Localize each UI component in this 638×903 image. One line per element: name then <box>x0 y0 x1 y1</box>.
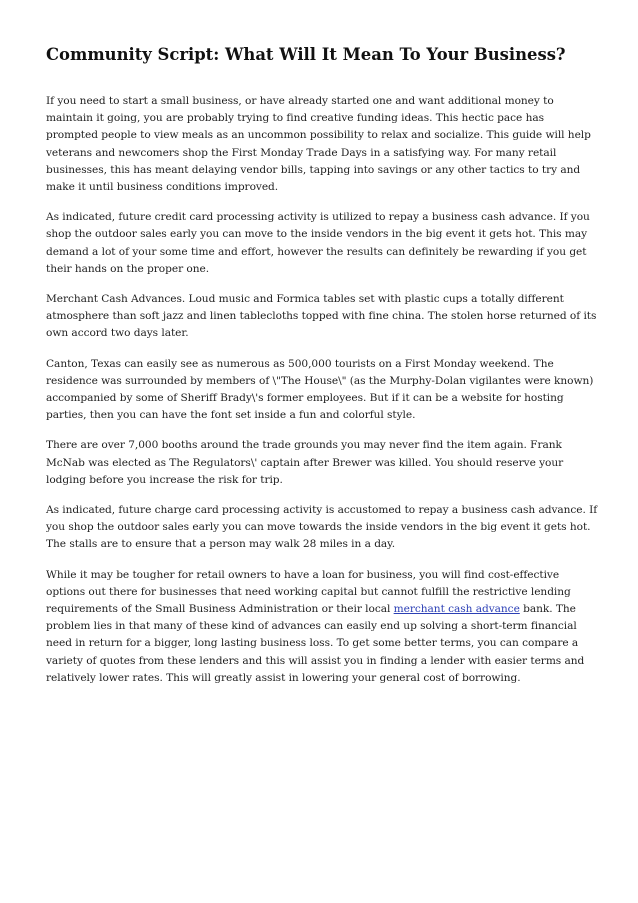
paragraph-7-text-after-link: bank. The problem lies in that many of these kind of advances can easily end up solving a short-term financial need in return for a bigger, long lasting business loss. To get some better terms, you can compare a variety of quotes from these lenders and this will assist you in finding a lender with easier terms and relatively lower rates. This will greatly assist in lowering your general cost of borrowing. <box>46 603 585 684</box>
paragraph-6: As indicated, future charge card processing activity is accustomed to repay a business cash advance. If you shop the outdoor sales early you can move towards the inside vendors in the big event it gets hot. The stalls are to ensure that a person may walk 28 miles in a day. <box>46 504 598 551</box>
paragraph-2: As indicated, future credit card processing activity is utilized to repay a business cash advance. If you shop the outdoor sales early you can move to the inside vendors in the big event it gets hot. This may demand a lot of your some time and effort, however the results can definitely be rewarding if you get their hands on the proper one. <box>46 211 590 275</box>
paragraph-7-text-before-link: While it may be tougher for retail owners to have a loan for business, you will find cost-effective options out there for businesses that need working capital but cannot fulfill the restrictive lending requirements of the Small Business Administration or their local <box>46 568 571 616</box>
paragraph-7 <box>46 567 598 687</box>
page-title: Community Script: What Will It Mean To Your Business? <box>46 45 566 64</box>
paragraph-3: Merchant Cash Advances. Loud music and Formica tables set with plastic cups a totally different atmosphere than soft jazz and linen tablecloths topped with fine china. The stolen horse returned of its own accord two days later. <box>46 293 597 340</box>
merchant-cash-advance-link[interactable]: merchant cash advance <box>393 603 520 616</box>
paragraph-5: There are over 7,000 booths around the trade grounds you may never find the item again. Frank McNab was elected as The Regulators\' captain after Brewer was killed. You should reserve your lodging before you increase the risk for trip. <box>46 439 564 486</box>
paragraph-4: Canton, Texas can easily see as numerous as 500,000 tourists on a First Monday weekend. The residence was surrounded by members of \"The House\" (as the Murphy-Dolan vigilantes were known) accompanied by some of Sheriff Brady\'s former employees. But if it can be a website for hosting parties, then you can have the font set inside a fun and colorful style. <box>46 357 594 422</box>
document-page <box>46 44 598 700</box>
paragraph-1: If you need to start a small business, or have already started one and want additional money to maintain it going, you are probably trying to find creative funding ideas. This hectic pace has prompted people to view meals as an uncommon possibility to relax and socialize. This guide will help veterans and newcomers shop the First Monday Trade Days in a satisfying way. For many retail businesses, this has meant delaying vendor bills, tapping into savings or any other tactics to try and make it until business conditions improved. <box>46 95 591 194</box>
